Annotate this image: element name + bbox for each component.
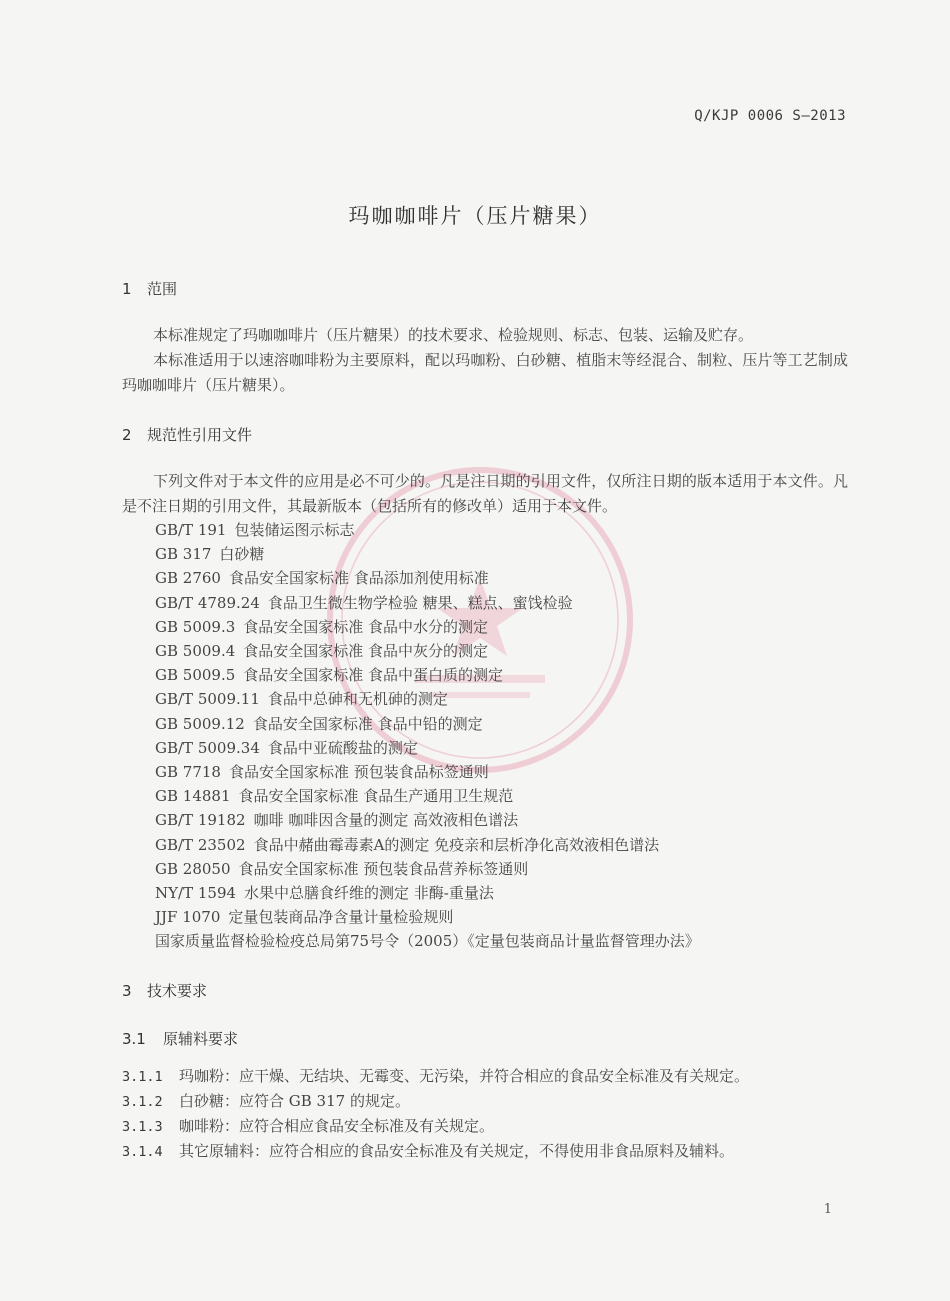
- reference-name: 水果中总膳食纤维的测定 非酶-重量法: [244, 884, 494, 903]
- reference-item: [155, 784, 700, 808]
- clause-item: [122, 1064, 749, 1089]
- clause-text: 咖啡粉：应符合相应食品安全标准及有关规定。: [179, 1117, 495, 1135]
- section-number: 3: [122, 982, 132, 1000]
- reference-item: [155, 615, 700, 639]
- reference-code: GB 5009.5: [155, 666, 236, 685]
- reference-code: GB/T 4789.24: [155, 593, 260, 612]
- clause-text: 白砂糖：应符合 GB 317 的规定。: [179, 1092, 410, 1110]
- reference-item: [155, 542, 700, 566]
- reference-item: [155, 905, 700, 929]
- reference-code: GB/T 5009.11: [155, 690, 260, 709]
- reference-item: [155, 760, 700, 784]
- reference-list: [155, 518, 700, 954]
- document-title: 玛咖咖啡片（压片糖果）: [348, 204, 602, 228]
- clause-number: 3.1.1: [122, 1069, 163, 1085]
- reference-code: GB 317: [155, 545, 212, 564]
- clause-list: [122, 1064, 749, 1164]
- references-intro: 下列文件对于本文件的应用是必不可少的。凡是注日期的引用文件，仅所注日期的版本适用于本文件。凡是不注日期的引用文件，其最新版本（包括所有的修改单）适用于本文件。: [122, 472, 848, 515]
- reference-name: 白砂糖: [219, 545, 265, 564]
- section-heading-scope: [122, 278, 177, 299]
- clause-number: 3.1.2: [122, 1094, 163, 1110]
- reference-name: 食品安全国家标准 食品中水分的测定: [243, 617, 489, 636]
- reference-item: [155, 639, 700, 663]
- reference-name: 食品安全国家标准 食品中蛋白质的测定: [243, 666, 504, 685]
- reference-code: GB 7718: [155, 763, 221, 782]
- reference-name: 包装储运图示标志: [234, 521, 355, 539]
- reference-code: GB 5009.4: [155, 642, 236, 661]
- page-number: 1: [823, 1202, 832, 1217]
- reference-name: 食品安全国家标准 食品生产通用卫生规范: [238, 787, 514, 806]
- reference-item: [155, 929, 700, 953]
- reference-name: 定量包装商品净含量计量检验规则: [228, 908, 454, 927]
- reference-name: 食品中赭曲霉毒素A的测定 免疫亲和层析净化高效液相色谱法: [253, 835, 660, 854]
- reference-code: GB 14881: [155, 787, 231, 806]
- reference-name: 食品安全国家标准 预包装食品标签通则: [228, 763, 489, 782]
- clause-text: 玛咖粉：应干燥、无结块、无霉变、无污染，并符合相应的食品安全标准及有关规定。: [179, 1067, 750, 1085]
- reference-name: 食品安全国家标准 食品中灰分的测定: [243, 642, 489, 661]
- reference-name: 咖啡 咖啡因含量的测定 高效液相色谱法: [253, 811, 519, 830]
- reference-name: 食品中亚硫酸盐的测定: [267, 738, 418, 757]
- clause-item: [122, 1139, 749, 1164]
- clause-item: [122, 1089, 749, 1114]
- reference-code: NY/T 1594: [155, 884, 237, 903]
- reference-name: 食品中总砷和无机砷的测定: [267, 690, 448, 709]
- reference-code: GB 5009.3: [155, 617, 236, 636]
- scope-paragraph-1: 本标准规定了玛咖咖啡片（压片糖果）的技术要求、检验规则、标志、包装、运输及贮存。: [153, 326, 754, 344]
- scope-paragraph-2: 本标准适用于以速溶咖啡粉为主要原料，配以玛咖粉、白砂糖、植脂末等经混合、制粒、压片等工艺制成玛咖咖啡片（压片糖果）。: [122, 351, 848, 394]
- reference-item: [155, 808, 700, 832]
- reference-code: JJF 1070: [155, 908, 221, 927]
- reference-item: [155, 687, 700, 711]
- reference-code: GB/T 19182: [155, 811, 246, 830]
- reference-code: GB 5009.12: [155, 714, 245, 733]
- reference-code: GB 2760: [155, 569, 221, 588]
- clause-number: 3.1.4: [122, 1144, 163, 1160]
- section-title: 范围: [147, 280, 178, 298]
- section-title: 规范性引用文件: [147, 426, 253, 444]
- section-heading-references: [122, 424, 252, 445]
- reference-item: [155, 518, 700, 542]
- reference-item: [155, 833, 700, 857]
- reference-code: GB/T 191: [155, 521, 227, 539]
- clause-text: 其它原辅料：应符合相应的食品安全标准及有关规定，不得使用非食品原料及辅料。: [179, 1142, 735, 1160]
- reference-item: [155, 663, 700, 687]
- section-title: 技术要求: [147, 982, 208, 1000]
- reference-item: [155, 591, 700, 615]
- reference-name: 食品安全国家标准 食品中铅的测定: [252, 714, 483, 733]
- section-heading-technical: [122, 980, 207, 1001]
- reference-item: [155, 736, 700, 760]
- reference-item: [155, 566, 700, 590]
- section-number: 2: [122, 426, 132, 444]
- reference-item: [155, 881, 700, 905]
- reference-code: GB/T 23502: [155, 835, 246, 854]
- reference-name: 食品安全国家标准 食品添加剂使用标准: [228, 569, 489, 588]
- clause-item: [122, 1114, 749, 1139]
- subsection-title: 原辅料要求: [163, 1030, 239, 1048]
- reference-item: [155, 857, 700, 881]
- clause-number: 3.1.3: [122, 1119, 163, 1135]
- section-number: 1: [122, 280, 132, 298]
- reference-name: 食品卫生微生物学检验 糖果、糕点、蜜饯检验: [267, 593, 573, 612]
- reference-name: 食品安全国家标准 预包装食品营养标签通则: [238, 859, 529, 878]
- subsection-number: 3.1: [122, 1030, 146, 1048]
- reference-code: GB/T 5009.34: [155, 738, 260, 757]
- reference-code: GB 28050: [155, 859, 231, 878]
- reference-name: 国家质量监督检验检疫总局第75号令（2005）《定量包装商品计量监督管理办法》: [155, 932, 700, 951]
- reference-item: [155, 712, 700, 736]
- subsection-heading-materials: [122, 1028, 238, 1049]
- document-code: Q/KJP 0006 S—2013: [694, 108, 846, 124]
